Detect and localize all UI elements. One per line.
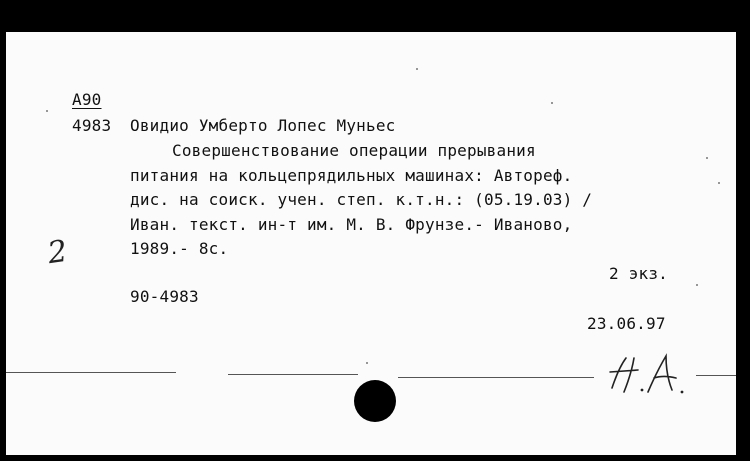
title-line-1: Совершенствование операции прерывания [172, 141, 536, 160]
shelf-mark: А90 [72, 90, 102, 109]
handwritten-number: 2 [45, 233, 70, 272]
rule-line-far-right [696, 375, 736, 376]
scan-speck [46, 110, 48, 112]
scan-speck [416, 68, 418, 70]
rule-line-left [6, 372, 176, 373]
accession-number: 90-4983 [130, 287, 199, 306]
rule-line-middle [228, 374, 358, 375]
scan-speck [706, 157, 708, 159]
scan-speck [551, 102, 553, 104]
copies-count: 2 экз. [609, 264, 668, 283]
catalog-card [6, 32, 736, 455]
title-line-5: 1989.- 8с. [130, 239, 229, 258]
title-line-3: дис. на соиск. учен. степ. к.т.н.: (05.19.03) / [130, 190, 593, 209]
handwritten-initials [604, 350, 686, 398]
scan-speck [366, 362, 368, 364]
scan-speck [696, 284, 698, 286]
punch-hole [354, 380, 396, 422]
author-name: Овидио Умберто Лопес Муньес [130, 116, 396, 135]
call-number: 4983 [72, 116, 112, 135]
card-date: 23.06.97 [587, 314, 666, 333]
title-line-4: Иван. текст. ин-т им. М. В. Фрунзе.- Иваново, [130, 215, 573, 234]
scan-speck [718, 182, 720, 184]
title-line-2: питания на кольцепрядильных машинах: Автореф. [130, 166, 573, 185]
rule-line-right [398, 377, 594, 378]
